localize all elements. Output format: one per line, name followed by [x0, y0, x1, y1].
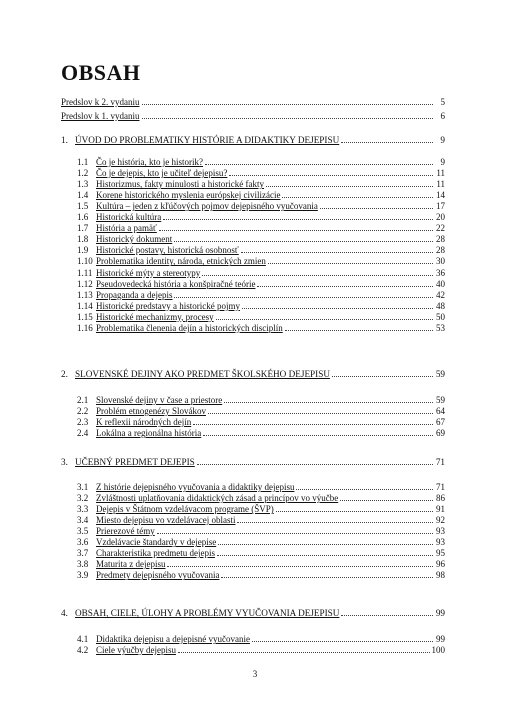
toc-entry-label: UČEBNÝ PREDMET DEJEPIS: [75, 457, 195, 467]
toc-entry-number: 3.5: [77, 526, 89, 537]
toc-section-row[interactable]: [77, 570, 445, 581]
toc-dot-leader: [221, 570, 433, 578]
toc-section-row[interactable]: [77, 279, 445, 290]
toc-section-row[interactable]: [77, 537, 445, 548]
toc-section-row[interactable]: [77, 482, 445, 493]
toc-entry-number: 4.: [61, 608, 68, 618]
toc-entry-page: 91: [436, 504, 445, 515]
toc-entry-page: 50: [436, 311, 445, 322]
toc-entry-label: Z histórie dejepisného vyučovania a didaktiky dejepisu: [96, 482, 295, 492]
toc-entry-page: 99: [435, 608, 445, 618]
toc-section-row[interactable]: [77, 504, 445, 515]
toc-entry-label: Problém etnogenézy Slovákov: [96, 406, 206, 417]
toc-section-row[interactable]: [77, 323, 445, 334]
toc-entry-label: Problematika členenia dejín a historických disciplín: [96, 322, 283, 333]
toc-entry-label: Historizmus, fakty minulosti a historické fakty: [96, 179, 264, 190]
toc-entry-label: Ciele výučby dejepisu: [96, 645, 176, 656]
toc-entry-number: 1.: [61, 135, 68, 145]
toc-dot-leader: [159, 223, 433, 231]
toc-entry-page: 9: [440, 135, 445, 145]
toc-dot-leader: [229, 168, 433, 176]
toc-entry-number: 4.1: [77, 634, 89, 644]
toc-entry-label: Historické predstavy a historické pojmy: [96, 300, 240, 311]
toc-entry-label: Slovenské dejiny v čase a priestore: [96, 395, 223, 405]
toc-entry-label: Pseudovedecká história a konšpiračné teórie: [96, 278, 256, 289]
toc-section-row[interactable]: [77, 493, 445, 504]
toc-dot-leader: [341, 608, 433, 616]
toc-entry-number: 1.16: [77, 322, 93, 333]
toc-dot-leader: [142, 111, 434, 119]
toc-entry-page: 22: [436, 223, 445, 234]
toc-entry-label: SLOVENSKÉ DEJINY AKO PREDMET ŠKOLSKÉHO DEJEPISU: [75, 369, 330, 379]
toc-entry-label: Historické postavy, historická osobnosť: [96, 245, 239, 256]
toc-dot-leader: [296, 482, 433, 490]
toc-dot-leader: [332, 369, 433, 377]
toc-dot-leader: [203, 428, 433, 436]
toc-section-row[interactable]: [77, 168, 445, 179]
toc-entry-page: 92: [436, 515, 445, 526]
toc-entry-number: 1.14: [77, 300, 93, 311]
toc-entry-page: 9: [440, 157, 445, 167]
toc-entry-label: Kultúra – jeden z kľúčových pojmov dejepisného vyučovania: [96, 201, 318, 212]
toc-entry-page: 67: [436, 417, 445, 428]
toc-entry-label: Historický dokument: [96, 234, 173, 245]
toc-dot-leader: [237, 515, 433, 523]
toc-section-row[interactable]: [77, 645, 445, 656]
toc-entry-page: 95: [436, 548, 445, 559]
toc-section-row[interactable]: [77, 312, 445, 323]
toc-entry-number: 1.7: [77, 223, 89, 234]
toc-entry-page: 28: [436, 234, 445, 245]
toc-dot-leader: [241, 245, 433, 253]
toc-section-row[interactable]: [77, 559, 445, 570]
toc-section-row[interactable]: [77, 256, 445, 267]
toc-entry-page: 17: [436, 201, 445, 212]
toc-entry-label: Zvláštnosti uplatňovania didaktických zásad a princípov vo výučbe: [96, 493, 339, 504]
toc-chapter-row[interactable]: [61, 457, 445, 468]
toc-entry-label: Propaganda a dejepis: [96, 289, 173, 300]
toc-section-row[interactable]: [77, 157, 445, 168]
toc-entry-page: 30: [436, 256, 445, 267]
toc-entry-page: 11: [436, 179, 445, 190]
toc-dot-leader: [197, 457, 433, 465]
toc-entry-page: 36: [436, 267, 445, 278]
toc-section-row[interactable]: [77, 234, 445, 245]
toc-entry-page: 99: [436, 634, 445, 644]
toc-entry-number: 3.2: [77, 493, 89, 504]
toc-dot-leader: [276, 504, 433, 512]
toc-entry-number: 3.4: [77, 515, 89, 526]
toc-entry-page: 69: [436, 428, 445, 439]
toc-entry-page: 93: [436, 537, 445, 548]
toc-entry-number: 1.2: [77, 168, 89, 179]
toc-dot-leader: [266, 179, 433, 187]
toc-dot-leader: [157, 526, 433, 534]
toc-dot-leader: [217, 548, 433, 556]
toc-dot-leader: [340, 493, 433, 501]
toc-section-row[interactable]: [77, 223, 445, 234]
toc-entry-page: 20: [436, 212, 445, 223]
toc-section-row[interactable]: [77, 548, 445, 559]
toc-entry-page: 5: [440, 97, 445, 107]
toc-entry-label: Problematika identity, národa, etnických zmien: [96, 256, 266, 267]
toc-entry-number: 2.: [61, 369, 68, 379]
toc-entry-number: 2.2: [77, 406, 89, 417]
toc-dot-leader: [205, 157, 433, 165]
toc-entry-number: 3.: [61, 457, 68, 467]
toc-entry-page: 86: [436, 493, 445, 504]
toc-entry-page: 59: [435, 369, 445, 379]
toc-section-row[interactable]: [77, 290, 445, 301]
toc-entry-number: 1.3: [77, 179, 89, 190]
page-number: 3: [252, 669, 258, 679]
toc-section-row[interactable]: [77, 301, 445, 312]
toc-dot-leader: [268, 256, 433, 264]
toc-entry-label: Historická kultúra: [96, 212, 162, 223]
toc-entry-label: K reflexii národných dejín: [96, 417, 192, 428]
toc-entry-page: 53: [436, 322, 445, 333]
toc-section-row[interactable]: [77, 190, 445, 201]
toc-entry-page: 71: [435, 457, 445, 467]
toc-section-row[interactable]: [77, 515, 445, 526]
toc-section-row[interactable]: [77, 526, 445, 537]
toc-entry-number: 1.8: [77, 234, 89, 245]
toc-section-row[interactable]: [77, 212, 445, 223]
toc-dot-leader: [174, 234, 433, 242]
toc-preface-row[interactable]: [61, 111, 445, 122]
toc-entry-number: 1.15: [77, 311, 93, 322]
toc-dot-leader: [208, 406, 433, 414]
toc-entry-page: 96: [436, 559, 445, 570]
toc-entry-label: Korene historického myslenia európskej civilizácie: [96, 190, 281, 201]
toc-entry-page: 11: [436, 168, 445, 179]
toc-entry-page: 40: [436, 278, 445, 289]
toc-entry-page: 42: [436, 289, 445, 300]
toc-entry-page: 71: [436, 482, 445, 492]
toc-entry-page: 98: [436, 570, 445, 581]
toc-entry-label: Dejepis v Štátnom vzdelávacom programe (ŠVP): [96, 504, 274, 515]
toc-dot-leader: [282, 190, 433, 198]
toc-entry-number: 1.4: [77, 190, 89, 201]
toc-dot-leader: [142, 97, 434, 105]
toc-chapter-row[interactable]: [61, 135, 445, 146]
toc-entry-page: 28: [436, 245, 445, 256]
toc-entry-number: 1.9: [77, 245, 89, 256]
toc-entry-label: Prierezové témy: [96, 526, 155, 537]
toc-preface-row[interactable]: [61, 97, 445, 108]
toc-entry-label: Didaktika dejepisu a dejepisné vyučovanie: [96, 634, 250, 644]
toc-chapter-row[interactable]: [61, 608, 445, 619]
toc-entry-number: 3.8: [77, 559, 89, 570]
toc-entry-page: 100: [431, 645, 445, 656]
toc-dot-leader: [252, 634, 433, 642]
toc-entry-number: 4.2: [77, 645, 89, 656]
toc-dot-leader: [242, 301, 433, 309]
toc-section-row[interactable]: [77, 634, 445, 645]
toc-entry-label: Čo je dejepis, kto je učiteľ dejepisu?: [96, 168, 228, 179]
toc-entry-number: 1.6: [77, 212, 89, 223]
toc-entry-label: Čo je história, kto je historik?: [96, 157, 203, 167]
toc-entry-page: 48: [436, 300, 445, 311]
toc-entry-page: 6: [440, 111, 445, 121]
toc-entry-label: Lokálna a regionálna história: [96, 428, 202, 439]
toc-dot-leader: [257, 279, 433, 287]
toc-entry-label: Miesto dejepisu vo vzdelávacej oblasti: [96, 515, 236, 526]
toc-entry-label: Predmety dejepisného vyučovania: [96, 570, 220, 581]
toc-section-row[interactable]: [77, 179, 445, 190]
toc-dot-leader: [174, 290, 433, 298]
toc-entry-number: 2.1: [77, 395, 89, 405]
toc-entry-label: ÚVOD DO PROBLEMATIKY HISTÓRIE A DIDAKTIKY DEJEPISU: [75, 135, 340, 145]
toc-dot-leader: [224, 395, 433, 403]
toc-section-row[interactable]: [77, 417, 445, 428]
toc-dot-leader: [320, 201, 433, 209]
toc-dot-leader: [341, 135, 433, 143]
toc-section-row[interactable]: [77, 201, 445, 212]
toc-section-row[interactable]: [77, 395, 445, 406]
toc-entry-number: 2.4: [77, 428, 89, 439]
toc-entry-number: 3.3: [77, 504, 89, 515]
toc-entry-number: 1.12: [77, 278, 93, 289]
toc-entry-label: OBSAH, CIELE, ÚLOHY A PROBLÉMY VYUČOVANIA DEJEPISU: [75, 608, 340, 618]
toc-section-row[interactable]: [77, 428, 445, 439]
toc-dot-leader: [178, 645, 430, 653]
toc-entry-label: Vzdelávacie štandardy v dejepise: [96, 537, 217, 548]
toc-entry-label: Predslov k 1. vydaniu: [61, 111, 140, 121]
toc-entry-label: História a pamäť: [96, 223, 157, 234]
toc-dot-leader: [285, 323, 433, 331]
toc-entry-number: 1.11: [77, 267, 93, 278]
toc-entry-page: 59: [436, 395, 445, 405]
toc-entry-label: Maturita z dejepisu: [96, 559, 166, 570]
toc-entry-label: Historické mýty a stereotypy: [96, 267, 201, 278]
toc-dot-leader: [167, 559, 433, 567]
toc-entry-number: 1.5: [77, 201, 89, 212]
toc-section-row[interactable]: [77, 245, 445, 256]
toc-entry-page: 93: [436, 526, 445, 537]
toc-dot-leader: [193, 417, 433, 425]
toc-entry-label: Charakteristika predmetu dejepis: [96, 548, 215, 559]
toc-entry-number: 1.1: [77, 157, 89, 167]
toc-entry-number: 3.6: [77, 537, 89, 548]
toc-section-row[interactable]: [77, 406, 445, 417]
toc-entry-number: 2.3: [77, 417, 89, 428]
toc-chapter-row[interactable]: [61, 369, 445, 380]
toc-dot-leader: [216, 312, 433, 320]
toc-entry-label: Predslov k 2. vydaniu: [61, 97, 140, 107]
toc-dot-leader: [163, 212, 433, 220]
toc-entry-number: 1.13: [77, 289, 93, 300]
toc-entry-label: Historické mechanizmy, procesy: [96, 311, 214, 322]
toc-entry-number: 1.10: [77, 256, 93, 267]
toc-dot-leader: [202, 268, 433, 276]
toc-entry-number: 3.7: [77, 548, 89, 559]
toc-entry-page: 14: [436, 190, 445, 201]
page-title: OBSAH: [61, 60, 141, 85]
toc-entry-number: 3.1: [77, 482, 89, 492]
toc-entry-page: 64: [436, 406, 445, 417]
toc-section-row[interactable]: [77, 268, 445, 279]
toc-entry-number: 3.9: [77, 570, 89, 581]
toc-dot-leader: [218, 537, 433, 545]
